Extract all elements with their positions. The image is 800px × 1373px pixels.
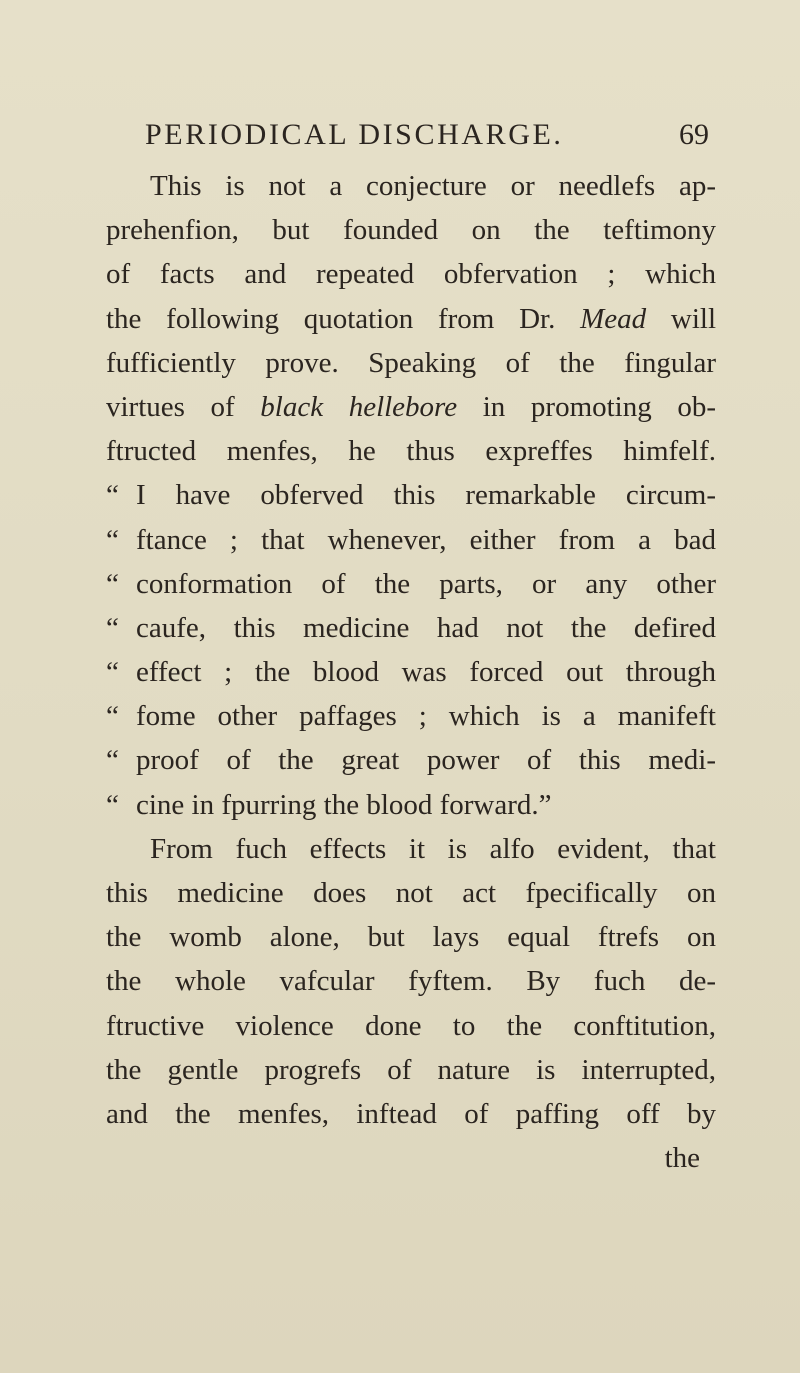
text-line bbox=[106, 1092, 716, 1136]
italic-name: Mead bbox=[580, 302, 647, 335]
line-text: ftance ; that whenever, either from a bad bbox=[136, 523, 716, 556]
text-line bbox=[106, 915, 716, 959]
text-line bbox=[106, 1048, 716, 1092]
italic-term: black hellebore bbox=[260, 390, 458, 423]
quote-mark: “ bbox=[106, 611, 119, 644]
quote-mark: “ bbox=[106, 788, 119, 821]
text-line bbox=[106, 341, 716, 385]
line-text: proof of the great power of this medi- bbox=[136, 744, 716, 777]
quote-mark: “ bbox=[106, 656, 119, 689]
line-text: I have obferved this remarkable circum- bbox=[136, 479, 716, 512]
line-text: will bbox=[670, 302, 717, 335]
catchword bbox=[106, 1136, 716, 1180]
line-text: in promoting ob- bbox=[482, 390, 716, 423]
line-text: this medicine does not act fpecifically on bbox=[106, 877, 716, 909]
quote-mark: “ bbox=[106, 523, 119, 556]
text-line bbox=[106, 208, 716, 252]
quote-line bbox=[106, 650, 716, 694]
running-title: PERIODICAL DISCHARGE. bbox=[145, 118, 564, 151]
quote-line bbox=[106, 562, 716, 606]
quote-mark: “ bbox=[106, 744, 119, 777]
line-text: conformation of the parts, or any other bbox=[136, 567, 716, 600]
line-text: caufe, this medicine had not the defired bbox=[136, 611, 716, 644]
body-text bbox=[106, 164, 716, 1180]
line-text: of facts and repeated obfervation ; which bbox=[106, 258, 716, 291]
line-text: ftructed menfes, he thus expreffes himfelf. bbox=[106, 435, 716, 468]
text-line bbox=[106, 429, 716, 473]
quote-mark: “ bbox=[106, 700, 119, 733]
line-text: the whole vafcular fyftem. By fuch de- bbox=[106, 965, 716, 998]
line-text: effect ; the blood was forced out through bbox=[136, 656, 716, 689]
text-line bbox=[106, 1004, 716, 1048]
line-text: ftructive violence done to the conftitution, bbox=[106, 1009, 716, 1042]
running-head bbox=[145, 118, 715, 158]
quote-line bbox=[106, 694, 716, 738]
line-text: prehenfion, but founded on the teftimony bbox=[106, 214, 716, 247]
quote-line bbox=[106, 473, 716, 517]
line-text: the following quotation from Dr. bbox=[106, 302, 556, 335]
line-text: fufficiently prove. Speaking of the fingular bbox=[106, 346, 716, 379]
line-text: This is not a conjecture or needlefs ap- bbox=[150, 170, 716, 202]
quote-line bbox=[106, 738, 716, 782]
line-text: virtues of bbox=[106, 390, 235, 423]
text-line bbox=[106, 959, 716, 1003]
line-text: fome other paffages ; which is a manifeft bbox=[136, 700, 716, 733]
catchword-text: the bbox=[664, 1142, 700, 1175]
quote-line bbox=[106, 783, 716, 827]
text-line bbox=[106, 164, 716, 208]
text-line bbox=[106, 827, 716, 871]
line-text: From fuch effects it is alfo evident, that bbox=[150, 832, 716, 865]
text-line bbox=[106, 871, 716, 915]
line-text: the womb alone, but lays equal ftrefs on bbox=[106, 921, 716, 954]
page-number: 69 bbox=[679, 118, 709, 151]
line-text: cine in fpurring the blood forward.” bbox=[136, 788, 552, 821]
text-line bbox=[106, 252, 716, 296]
text-line bbox=[106, 385, 716, 429]
text-line bbox=[106, 297, 716, 341]
line-text: and the menfes, inftead of paffing off by bbox=[106, 1097, 716, 1130]
quote-mark: “ bbox=[106, 479, 119, 512]
quote-line bbox=[106, 606, 716, 650]
quote-line bbox=[106, 518, 716, 562]
line-text: the gentle progrefs of nature is interrupted, bbox=[106, 1053, 716, 1086]
quote-mark: “ bbox=[106, 567, 119, 600]
